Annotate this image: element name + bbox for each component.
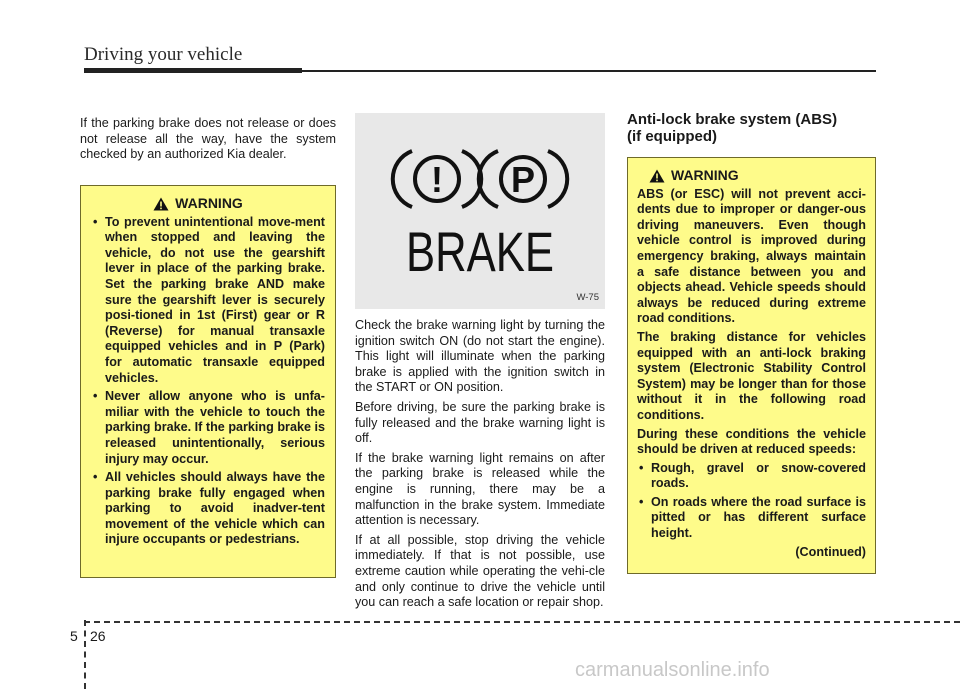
brake-label-text: BRAKE [406, 220, 554, 283]
parking-p-symbol [479, 151, 567, 207]
warning-item: • All vehicles should always have the parking brake fully engaged when parking to avoid inadver-tent movement of the vehicle which can injure occupants or pedestrians. [91, 470, 325, 548]
intro-paragraph: If the parking brake does not release or does not release all the way, have the system checked by an authorized Kia dealer. [80, 116, 336, 162]
chapter-number: 5 [70, 628, 78, 644]
footer-rule-vertical [84, 620, 86, 689]
brake-warning-light-figure [355, 113, 605, 309]
brake-warning-light-illustration [355, 113, 605, 309]
warning-box-parking-brake [80, 185, 336, 578]
body-paragraph: Before driving, be sure the parking brake is fully released and the brake warning light is off. [355, 399, 605, 446]
warning-triangle-icon [153, 197, 169, 211]
section-heading-line: Anti-lock brake system (ABS) [627, 111, 838, 128]
body-paragraph: Check the brake warning light by turning the ignition switch ON (do not start the engine). This light will illuminate when the parking brake is applied with the ignition switch in the START or ON position. [355, 318, 605, 395]
warning-heading [649, 168, 866, 184]
warning-title: WARNING [671, 167, 739, 183]
header-rule-thin [302, 70, 876, 72]
warning-item: • On roads where the road surface is pitted or has different surface height. [637, 495, 866, 542]
page-number: 26 [90, 628, 106, 644]
warning-paragraph: During these conditions the vehicle should be driven at reduced speeds: [637, 426, 866, 457]
section-heading-abs [627, 111, 877, 145]
header-rule-thick [84, 68, 302, 73]
warning-title: WARNING [175, 195, 243, 211]
exclamation-symbol-text: ! [431, 159, 443, 200]
p-symbol-text: P [510, 159, 536, 200]
brake-light-instructions [355, 318, 605, 615]
warning-paragraph: ABS (or ESC) will not prevent acci-dents due to improper or danger-ous driving maneuvers. Even though vehicle control is improved during emergency braking, always maintain a safe distance between you and objects ahead. Vehicle speeds should always be reduced during extreme road conditions. [637, 186, 866, 326]
site-watermark: carmanualsonline.info [575, 659, 770, 681]
figure-code: W-75 [576, 292, 599, 303]
exclamation-warning-symbol [393, 151, 481, 207]
warning-item: • Never allow anyone who is unfa-miliar with the vehicle to touch the parking brake. If the parking brake is released unintentionally, serious injury may occur. [91, 389, 325, 467]
section-heading-line: (if equipped) [627, 128, 717, 145]
continued-label: (Continued) [795, 544, 866, 559]
warning-item: • To prevent unintentional move-ment when stopped and leaving the vehicle, do not use the gearshift lever in place of the parking brake. Set the parking brake AND make sure the gearshift lever is securely posi-tioned in 1st (First) gear or R (Reverse) for manual transaxle equipped vehicles and in P (Park) for automatic transaxle equipped vehicles. [91, 215, 325, 387]
footer-rule-horizontal [84, 621, 960, 623]
warning-paragraph: The braking distance for vehicles equipped with an anti-lock braking system (Electronic Stability Control System) may be longer than for those without it in the following road conditions. [637, 329, 866, 422]
warning-item: • Rough, gravel or snow-covered roads. [637, 461, 866, 492]
body-paragraph: If the brake warning light remains on after the parking brake is released while the engine is running, there may be a malfunction in the brake system. Immediate attention is necessary. [355, 450, 605, 528]
body-paragraph: If at all possible, stop driving the vehicle immediately. If that is not possible, use extreme caution while operating the vehi-cle and only continue to drive the vehicle until you can reach a safe location or repair shop. [355, 532, 605, 610]
warning-box-abs [627, 157, 876, 574]
warning-triangle-icon [649, 169, 665, 183]
warning-heading [91, 196, 325, 212]
page-header-title: Driving your vehicle [84, 44, 243, 65]
